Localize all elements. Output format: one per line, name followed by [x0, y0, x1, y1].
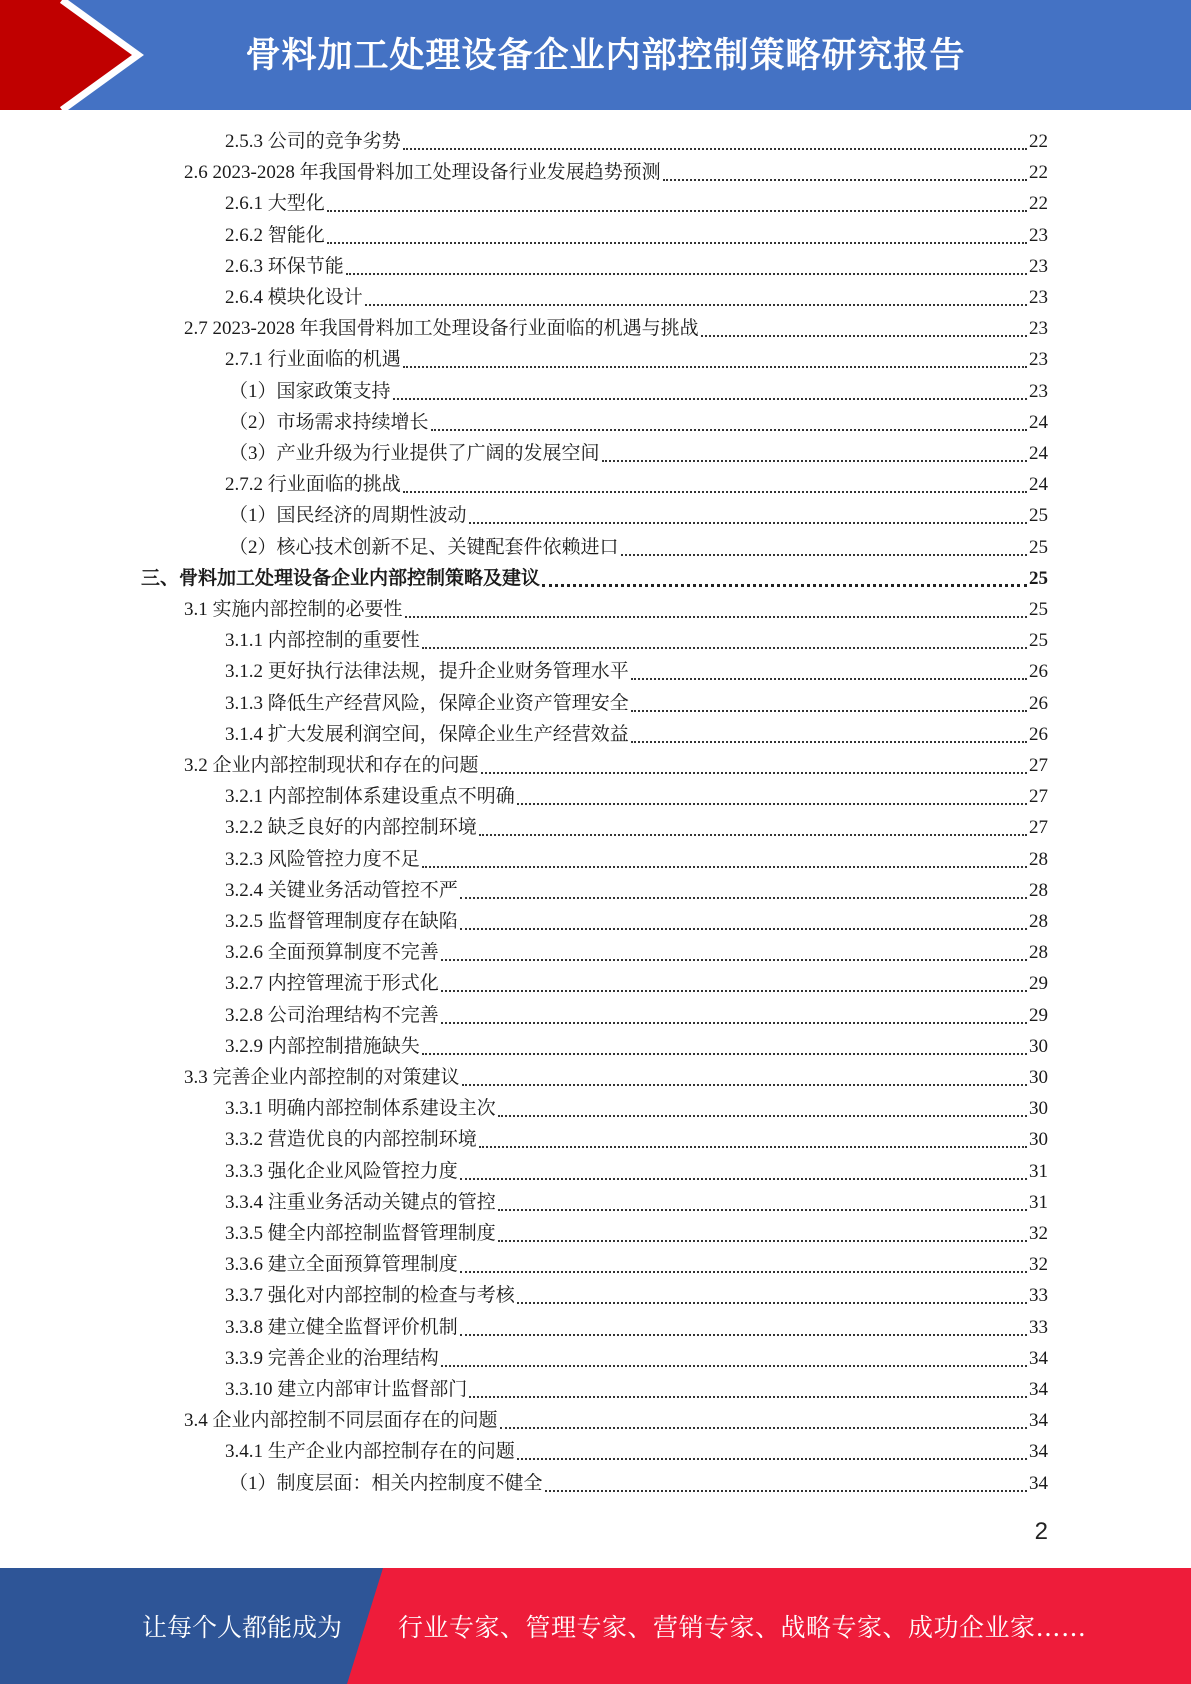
toc-dot-leader — [498, 1240, 1027, 1242]
toc-dot-leader — [469, 1396, 1027, 1398]
toc-dot-leader — [517, 803, 1027, 805]
toc-entry-label: 3.2.6 全面预算制度不完善 — [225, 942, 439, 964]
toc-entry[interactable] — [225, 1093, 1048, 1124]
toc-dot-leader — [327, 242, 1027, 244]
toc-entry[interactable] — [184, 1062, 1048, 1093]
toc-entry-page: 23 — [1029, 224, 1048, 246]
toc-entry[interactable] — [184, 594, 1048, 625]
toc-entry-label: 2.7 2023-2028 年我国骨料加工处理设备行业面临的机遇与挑战 — [184, 318, 699, 340]
toc-entry[interactable] — [225, 1000, 1048, 1031]
toc-dot-leader — [405, 616, 1027, 618]
toc-dot-leader — [545, 1490, 1027, 1492]
toc-entry[interactable] — [229, 407, 1048, 438]
page-header — [0, 0, 1191, 110]
toc-dot-leader — [460, 928, 1027, 930]
toc-dot-leader — [701, 335, 1027, 337]
toc-entry-label: 2.6.3 环保节能 — [225, 255, 344, 277]
toc-entry[interactable] — [225, 1343, 1048, 1374]
toc-entry-label: 3.1 实施内部控制的必要性 — [184, 599, 403, 620]
toc-entry-label: （2）市场需求持续增长 — [229, 411, 429, 433]
toc-entry-page: 23 — [1029, 255, 1048, 277]
toc-entry-page: 25 — [1029, 505, 1048, 527]
toc-entry-page: 28 — [1029, 911, 1048, 932]
toc-entry-label: 2.6 2023-2028 年我国骨料加工处理设备行业发展趋势预测 — [184, 162, 661, 184]
toc-dot-leader — [441, 1365, 1027, 1367]
toc-entry-page: 29 — [1029, 1004, 1048, 1026]
toc-entry[interactable] — [225, 781, 1048, 812]
toc-dot-leader — [441, 990, 1027, 992]
toc-dot-leader — [365, 304, 1027, 306]
toc-entry[interactable] — [225, 344, 1048, 375]
toc-dot-leader — [422, 647, 1027, 649]
toc-entry-label: 2.6.2 智能化 — [225, 224, 325, 246]
toc-entry[interactable] — [229, 532, 1048, 563]
toc-entry-label: 2.7.1 行业面临的机遇 — [225, 349, 401, 371]
toc-entry-label: 3.2.5 监督管理制度存在缺陷 — [225, 911, 458, 932]
toc-entry-page: 23 — [1029, 380, 1048, 402]
toc-dot-leader — [631, 741, 1027, 743]
toc-entry-page: 34 — [1029, 1441, 1048, 1463]
toc-entry-page: 30 — [1029, 1067, 1048, 1088]
toc-dot-leader — [431, 429, 1027, 431]
toc-entry-page: 26 — [1029, 661, 1048, 683]
toc-dot-leader — [498, 1115, 1027, 1117]
toc-dot-leader — [602, 460, 1027, 462]
toc-entry-label: 3.3.9 完善企业的治理结构 — [225, 1347, 439, 1369]
toc-entry-label: （2）核心技术创新不足、关键配套件依赖进口 — [229, 536, 619, 558]
toc-entry[interactable] — [225, 968, 1048, 999]
toc-entry-page: 25 — [1029, 630, 1048, 652]
toc-entry[interactable] — [229, 376, 1048, 407]
toc-entry-page: 32 — [1029, 1254, 1048, 1276]
toc-dot-leader — [631, 678, 1027, 680]
toc-entry[interactable] — [229, 438, 1048, 469]
toc-entry-page: 34 — [1029, 1347, 1048, 1369]
toc-entry-page: 27 — [1029, 817, 1048, 839]
toc-entry[interactable] — [225, 719, 1048, 750]
toc-entry-page: 34 — [1029, 1472, 1048, 1494]
toc-entry[interactable] — [225, 1156, 1048, 1187]
toc-dot-leader — [663, 179, 1027, 181]
toc-entry-page: 27 — [1029, 755, 1048, 776]
toc-dot-leader — [460, 897, 1027, 899]
toc-dot-leader — [500, 1427, 1027, 1429]
toc-entry[interactable] — [225, 1436, 1048, 1467]
toc-entry-label: 3.2.7 内控管理流于形式化 — [225, 973, 439, 995]
toc-entry-label: 三、骨料加工处理设备企业内部控制策略及建议 — [141, 567, 541, 589]
toc-entry-label: （1）国民经济的周期性波动 — [229, 505, 467, 527]
toc-entry[interactable] — [225, 1249, 1048, 1280]
toc-entry[interactable] — [225, 188, 1048, 219]
toc-entry-label: 2.6.1 大型化 — [225, 193, 325, 215]
toc-entry[interactable] — [225, 126, 1048, 157]
toc-entry-label: 3.2.9 内部控制措施缺失 — [225, 1035, 420, 1057]
toc-dot-leader — [481, 772, 1027, 774]
toc-entry-label: 3.4 企业内部控制不同层面存在的问题 — [184, 1410, 498, 1432]
toc-entry[interactable] — [225, 1218, 1048, 1249]
toc-entry-label: 3.1.1 内部控制的重要性 — [225, 630, 420, 652]
toc-dot-leader — [517, 1302, 1027, 1304]
toc-entry-page: 30 — [1029, 1129, 1048, 1151]
toc-entry-page: 28 — [1029, 848, 1048, 870]
toc-entry-label: 3.3.6 建立全面预算管理制度 — [225, 1254, 458, 1276]
toc-entry-label: 2.5.3 公司的竞争劣势 — [225, 131, 401, 152]
toc-entry-label: 3.2.8 公司治理结构不完善 — [225, 1004, 439, 1026]
toc-entry-page: 22 — [1029, 193, 1048, 215]
toc-entry-page: 23 — [1029, 287, 1048, 308]
toc-dot-leader — [327, 210, 1027, 212]
toc-entry-page: 26 — [1029, 723, 1048, 745]
toc-entry[interactable] — [225, 812, 1048, 843]
toc-dot-leader — [422, 1053, 1027, 1055]
toc-entry-page: 33 — [1029, 1285, 1048, 1307]
toc-entry[interactable] — [225, 1312, 1048, 1343]
toc-entry[interactable] — [229, 1468, 1048, 1499]
toc-dot-leader — [621, 554, 1027, 556]
toc-entry-label: 3.4.1 生产企业内部控制存在的问题 — [225, 1441, 515, 1463]
toc-dot-leader — [631, 710, 1027, 712]
toc-entry-page: 30 — [1029, 1035, 1048, 1057]
toc-dot-leader — [469, 522, 1027, 524]
toc-dot-leader — [479, 1146, 1027, 1148]
toc-entry[interactable] — [225, 844, 1048, 875]
toc-entry[interactable] — [184, 750, 1048, 781]
report-title: 骨料加工处理设备企业内部控制策略研究报告 — [245, 36, 966, 76]
toc-dot-leader — [462, 1084, 1027, 1086]
toc-entry[interactable] — [225, 1280, 1048, 1311]
toc-entry-page: 24 — [1029, 474, 1048, 496]
toc-entry[interactable] — [225, 282, 1048, 313]
toc-entry[interactable] — [225, 1031, 1048, 1062]
toc-entry-label: 3.3.5 健全内部控制监督管理制度 — [225, 1223, 496, 1244]
toc-entry-label: 2.6.4 模块化设计 — [225, 287, 363, 308]
toc-entry[interactable] — [225, 1187, 1048, 1218]
toc-entry-page: 28 — [1029, 942, 1048, 964]
toc-dot-leader — [441, 1022, 1027, 1024]
toc-dot-leader — [403, 366, 1027, 368]
toc-entry[interactable] — [184, 157, 1048, 188]
toc-entry-label: 3.3.1 明确内部控制体系建设主次 — [225, 1098, 496, 1120]
toc-entry-label: 3.3.7 强化对内部控制的检查与考核 — [225, 1285, 515, 1307]
toc-entry-page: 24 — [1029, 443, 1048, 464]
toc-entry-page: 34 — [1029, 1410, 1048, 1432]
toc-entry-page: 30 — [1029, 1098, 1048, 1120]
toc-entry[interactable] — [184, 1405, 1048, 1436]
toc-entry-page: 29 — [1029, 973, 1048, 995]
toc-entry-label: 3.3.3 强化企业风险管控力度 — [225, 1160, 458, 1182]
toc-dot-leader — [498, 1209, 1027, 1211]
toc-entry[interactable] — [225, 469, 1048, 500]
toc-entry-label: 3.3.2 营造优良的内部控制环境 — [225, 1129, 477, 1151]
toc-entry[interactable] — [225, 688, 1048, 719]
toc-entry[interactable] — [225, 1374, 1048, 1405]
toc-entry-page: 22 — [1029, 162, 1048, 184]
toc-dot-leader — [422, 866, 1027, 868]
toc-entry-label: 3.3.4 注重业务活动关键点的管控 — [225, 1191, 496, 1213]
toc-entry-page: 25 — [1029, 567, 1048, 589]
toc-entry-label: 3.2.3 风险管控力度不足 — [225, 848, 420, 870]
toc-entry-label: 3.1.4 扩大发展利润空间，保障企业生产经营效益 — [225, 723, 629, 745]
toc-entry-page: 31 — [1029, 1191, 1048, 1213]
toc-entry-label: （3）产业升级为行业提供了广阔的发展空间 — [229, 443, 600, 464]
toc-entry-page: 28 — [1029, 879, 1048, 901]
toc-dot-leader — [346, 273, 1027, 275]
toc-dot-leader — [517, 1458, 1027, 1460]
toc-entry-label: 3.1.3 降低生产经营风险，保障企业资产管理安全 — [225, 692, 629, 714]
toc-entry[interactable] — [225, 656, 1048, 687]
toc-dot-leader — [393, 398, 1027, 400]
toc-entry[interactable] — [141, 563, 1048, 594]
footer-slogan-left: 让每个人都能成为 — [142, 1613, 343, 1642]
toc-dot-leader — [441, 959, 1027, 961]
toc-entry-label: （1）制度层面：相关内控制度不健全 — [229, 1472, 543, 1494]
toc-entry[interactable] — [229, 500, 1048, 531]
toc-dot-leader — [460, 1178, 1027, 1180]
toc-entry-label: 3.2.2 缺乏良好的内部控制环境 — [225, 817, 477, 839]
toc-entry-page: 25 — [1029, 536, 1048, 558]
toc-dot-leader — [403, 491, 1027, 493]
toc-dot-leader — [460, 1334, 1027, 1336]
toc-dot-leader — [403, 148, 1027, 150]
toc-entry-page: 22 — [1029, 131, 1048, 152]
toc-entry-label: 3.3.10 建立内部审计监督部门 — [225, 1379, 468, 1400]
toc-entry-label: 3.2 企业内部控制现状和存在的问题 — [184, 755, 479, 776]
toc-entry-label: 3.3.8 建立健全监督评价机制 — [225, 1316, 458, 1338]
toc-entry-page: 33 — [1029, 1316, 1048, 1338]
toc-entry-page: 23 — [1029, 349, 1048, 371]
toc-entry-page: 24 — [1029, 411, 1048, 433]
toc-entry-page: 32 — [1029, 1223, 1048, 1244]
toc-entry-label: 3.3 完善企业内部控制的对策建议 — [184, 1067, 460, 1088]
toc-entry[interactable] — [225, 1124, 1048, 1155]
page-footer — [0, 1568, 1191, 1684]
toc-entry-page: 27 — [1029, 786, 1048, 808]
toc-entry[interactable] — [225, 906, 1048, 937]
toc-entry-label: 3.1.2 更好执行法律法规，提升企业财务管理水平 — [225, 661, 629, 683]
toc-entry[interactable] — [225, 251, 1048, 282]
toc-entry-page: 23 — [1029, 318, 1048, 340]
toc-entry-page: 25 — [1029, 599, 1048, 620]
toc-entry-page: 26 — [1029, 692, 1048, 714]
toc-entry[interactable] — [225, 937, 1048, 968]
toc-entry-label: 3.2.1 内部控制体系建设重点不明确 — [225, 786, 515, 808]
page-number: 2 — [1034, 1518, 1048, 1545]
toc-dot-leader — [542, 584, 1027, 587]
toc-entry-label: 2.7.2 行业面临的挑战 — [225, 474, 401, 496]
toc-entry-page: 34 — [1029, 1379, 1048, 1400]
toc-entry-page: 31 — [1029, 1160, 1048, 1182]
toc-entry-label: （1）国家政策支持 — [229, 380, 391, 402]
toc-entry[interactable] — [225, 625, 1048, 656]
toc-entry[interactable] — [184, 313, 1048, 344]
toc-entry[interactable] — [225, 220, 1048, 251]
toc-dot-leader — [460, 1271, 1027, 1273]
footer-slogan-right: 行业专家、管理专家、营销专家、战略专家、成功企业家…… — [398, 1613, 1087, 1642]
toc-dot-leader — [479, 834, 1027, 836]
toc-entry-label: 3.2.4 关键业务活动管控不严 — [225, 879, 458, 901]
toc-entry[interactable] — [225, 875, 1048, 906]
